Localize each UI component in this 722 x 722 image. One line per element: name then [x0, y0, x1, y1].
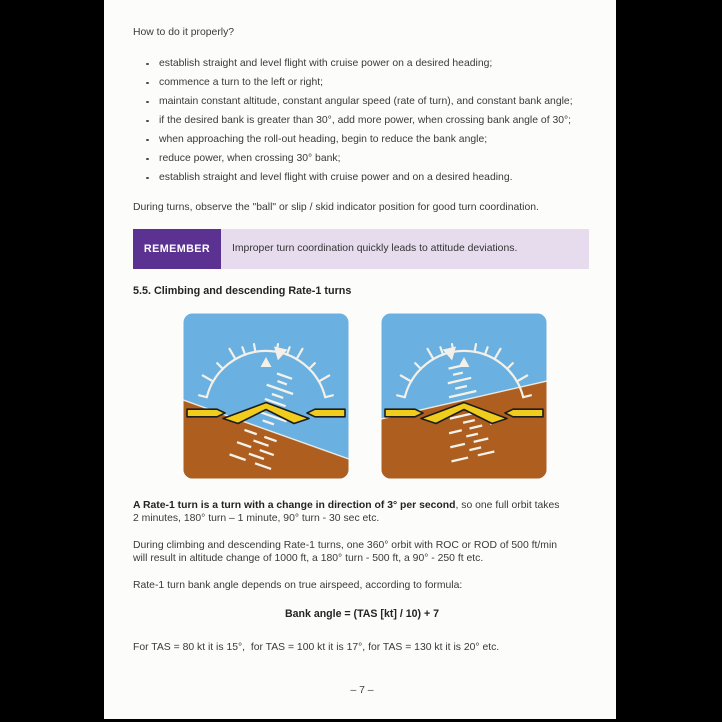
- figures-row: [183, 313, 591, 479]
- list-item-text: establish straight and level flight with cruise power and on a desired heading.: [159, 172, 513, 183]
- tas-examples: For TAS = 80 kt it is 15°, for TAS = 100 kt it is 17°, for TAS = 130 kt it is 20° etc.: [133, 642, 500, 653]
- list-item: [133, 92, 591, 111]
- remember-callout: [133, 229, 589, 269]
- list-item-text: if the desired bank is greater than 30°, add more power, when crossing bank angle of 30°;: [159, 115, 572, 126]
- list-item: [133, 149, 591, 168]
- list-item-text: maintain constant altitude, constant angular speed (rate of turn), and constant bank angle;: [159, 96, 573, 107]
- list-item-text: when approaching the roll-out heading, begin to reduce the bank angle;: [159, 134, 488, 145]
- list-item-text: establish straight and level flight with cruise power on a desired heading;: [159, 58, 493, 69]
- page-content: [133, 0, 591, 698]
- climb-descend-note: During climbing and descending Rate-1 turns, one 360° orbit with ROC or ROD of 500 ft/min will result in altitude change of 1000 ft, a 180° turn - 500 ft, a 90° - 250 ft etc.: [133, 539, 558, 564]
- list-item: [133, 111, 591, 130]
- list-item-text: reduce power, when crossing 30° bank;: [159, 153, 341, 164]
- attitude-indicator-figure-right: [381, 313, 547, 479]
- rate1-definition: [133, 499, 591, 526]
- rate1-definition-bold: A Rate-1 turn is a turn with a change in direction of 3° per second: [133, 499, 456, 511]
- rate1-definition-rest: , so one full orbit takes 2 minutes, 180° turn – 1 minute, 90° turn - 30 sec etc.: [133, 499, 560, 524]
- list-item: [133, 73, 591, 92]
- section-heading: 5.5. Climbing and descending Rate-1 turns: [133, 284, 352, 297]
- procedure-list: [133, 54, 591, 187]
- bank-angle-formula: Bank angle = (TAS [kt] / 10) + 7: [284, 608, 440, 620]
- list-item-text: commence a turn to the left or right;: [159, 77, 324, 88]
- list-item: [133, 168, 591, 187]
- page-number: – 7 –: [350, 684, 374, 696]
- list-item: [133, 54, 591, 73]
- document-page: [104, 0, 616, 719]
- attitude-indicator-figure-left: [183, 313, 349, 479]
- remember-text: Improper turn coordination quickly leads to attitude deviations.: [232, 243, 518, 254]
- remember-label: REMEMBER: [133, 229, 221, 269]
- formula-intro: Rate-1 turn bank angle depends on true airspeed, according to formula:: [133, 579, 463, 591]
- intro-question: How to do it properly?: [133, 27, 235, 38]
- list-item: [133, 130, 591, 149]
- coordination-note: During turns, observe the "ball" or slip / skid indicator position for good turn coordination.: [133, 202, 539, 213]
